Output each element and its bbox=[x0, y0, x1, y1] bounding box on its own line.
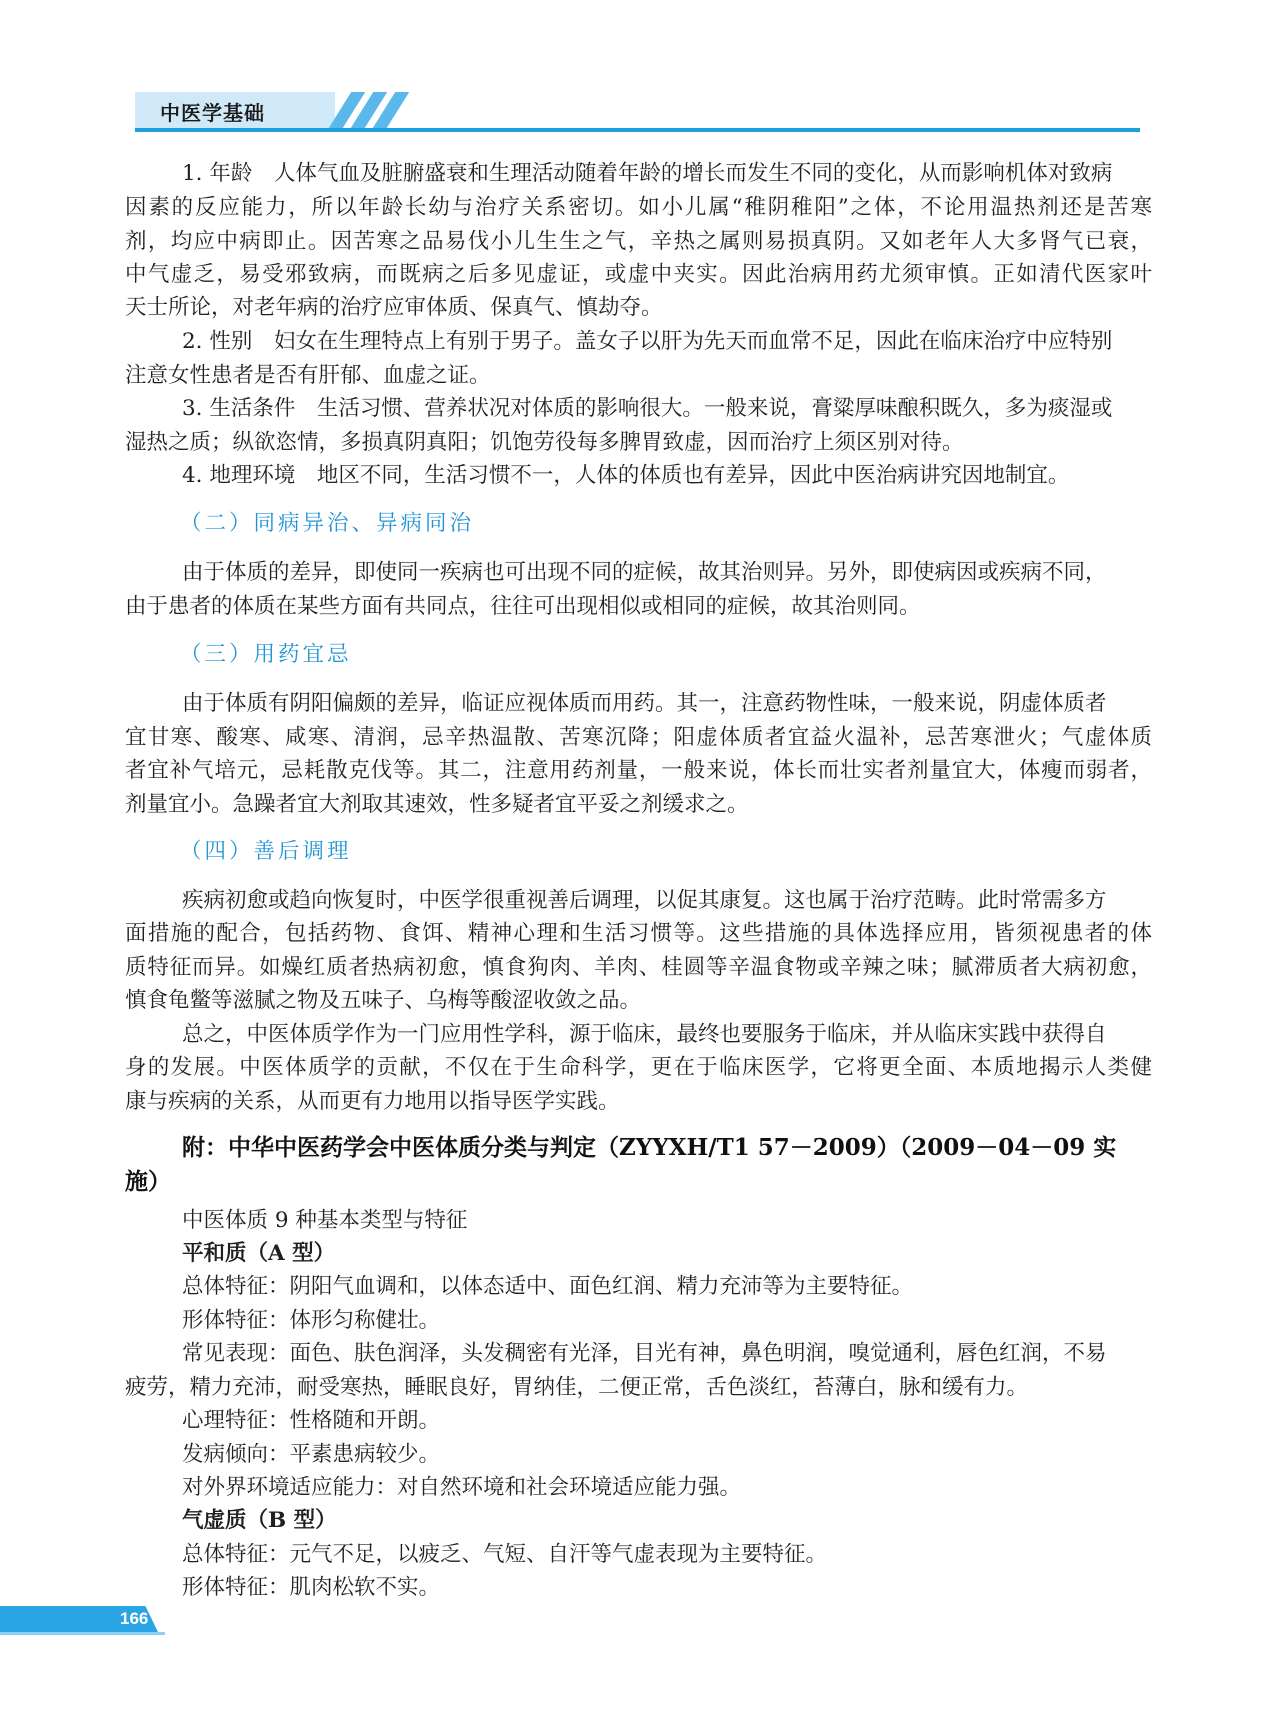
paragraph-line: 因素的反应能力，所以年龄长幼与治疗关系密切。如小儿属“稚阴稚阳”之体，不论用温热剂还是苦寒 bbox=[125, 195, 1152, 220]
paragraph-line: 形体特征：体形匀称健壮。 bbox=[182, 1308, 441, 1333]
paragraph-line: 3. 生活条件 生活习惯、营养状况对体质的影响很大。一般来说，膏粱厚味酿积既久，多为痰湿或 bbox=[182, 396, 1113, 421]
paragraph-line: 总之，中医体质学作为一门应用性学科，源于临床，最终也要服务于临床，并从临床实践中获得自 bbox=[182, 1022, 1107, 1047]
section-heading: （三）用药宜忌 bbox=[180, 642, 352, 667]
paragraph-line: 者宜补气培元，忌耗散克伐等。其二，注意用药剂量，一般来说，体长而壮实者剂量宜大，体瘦而弱者， bbox=[125, 758, 1152, 783]
header-rule bbox=[135, 128, 1140, 132]
paragraph-line: 由于体质有阴阳偏颇的差异，临证应视体质而用药。其一，注意药物性味，一般来说，阴虚体质者 bbox=[182, 691, 1107, 716]
paragraph-line: 对外界环境适应能力：对自然环境和社会环境适应能力强。 bbox=[182, 1475, 742, 1500]
paragraph-line: 总体特征：阴阳气血调和，以体态适中、面色红润、精力充沛等为主要特征。 bbox=[182, 1274, 914, 1299]
footer-rule bbox=[0, 1632, 165, 1635]
type-heading: 气虚质（B 型） bbox=[182, 1508, 337, 1533]
paragraph-line: 质特征而异。如燥红质者热病初愈，慎食狗肉、羊肉、桂圆等辛温食物或辛辣之味；腻滞质者大病初愈， bbox=[125, 955, 1152, 980]
paragraph-line: 总体特征：元气不足，以疲乏、气短、自汗等气虚表现为主要特征。 bbox=[182, 1542, 828, 1567]
paragraph-line: 2. 性别 妇女在生理特点上有别于男子。盖女子以肝为先天而血常不足，因此在临床治疗中应特别 bbox=[182, 329, 1113, 354]
paragraph-line: 4. 地理环境 地区不同，生活习惯不一，人体的体质也有差异，因此中医治病讲究因地制宜。 bbox=[182, 463, 1070, 488]
paragraph-line: 形体特征：肌肉松软不实。 bbox=[182, 1575, 441, 1600]
paragraph-line: 剂，均应中病即止。因苦寒之品易伐小儿生生之气，辛热之属则易损真阴。又如老年人大多肾气已衰， bbox=[125, 229, 1152, 254]
paragraph-line: 面措施的配合，包括药物、食饵、精神心理和生活习惯等。这些措施的具体选择应用，皆须视患者的体 bbox=[125, 921, 1152, 946]
paragraph-line: 中气虚乏，易受邪致病，而既病之后多见虚证，或虚中夹实。因此治病用药尤须审慎。正如清代医家叶 bbox=[125, 262, 1152, 287]
paragraph-line: 湿热之质；纵欲恣情，多损真阴真阳；饥饱劳役每多脾胃致虚，因而治疗上须区别对待。 bbox=[125, 430, 964, 455]
paragraph-line: 中医体质 9 种基本类型与特征 bbox=[182, 1208, 468, 1233]
paragraph-line: 身的发展。中医体质学的贡献，不仅在于生命科学，更在于临床医学，它将更全面、本质地揭示人类健 bbox=[125, 1055, 1152, 1080]
paragraph-line: 慎食龟鳖等滋腻之物及五味子、乌梅等酸涩收敛之品。 bbox=[125, 988, 642, 1013]
appendix-title: 附：中华中医药学会中医体质分类与判定（ZYYXH/T1 57－2009）（2009－04－09 实 bbox=[182, 1134, 1117, 1161]
paragraph-line: 发病倾向：平素患病较少。 bbox=[182, 1442, 441, 1467]
book-title: 中医学基础 bbox=[160, 101, 265, 125]
paragraph-line: 康与疾病的关系，从而更有力地用以指导医学实践。 bbox=[125, 1089, 620, 1114]
paragraph-line: 天士所论，对老年病的治疗应审体质、保真气、慎劫夺。 bbox=[125, 295, 663, 320]
paragraph-line: 疾病初愈或趋向恢复时，中医学很重视善后调理，以促其康复。这也属于治疗范畴。此时常需多方 bbox=[182, 888, 1107, 913]
type-heading: 平和质（A 型） bbox=[182, 1241, 336, 1266]
paragraph-line: 宜甘寒、酸寒、咸寒、清润，忌辛热温散、苦寒沉降；阳虚体质者宜益火温补，忌苦寒泄火；气虚体质 bbox=[125, 725, 1152, 750]
paragraph-line: 心理特征：性格随和开朗。 bbox=[182, 1408, 441, 1433]
appendix-title: 施） bbox=[125, 1168, 171, 1195]
paragraph-line: 由于体质的差异，即使同一疾病也可出现不同的症候，故其治则异。另外，即使病因或疾病不同， bbox=[182, 560, 1107, 585]
page-number: 166 bbox=[120, 1609, 149, 1628]
paragraph-line: 疲劳，精力充沛，耐受寒热，睡眠良好，胃纳佳，二便正常，舌色淡红，苔薄白，脉和缓有力。 bbox=[125, 1375, 1029, 1400]
paragraph-line: 由于患者的体质在某些方面有共同点，往往可出现相似或相同的症候，故其治则同。 bbox=[125, 594, 921, 619]
paragraph-line: 1. 年龄 人体气血及脏腑盛衰和生理活动随着年龄的增长而发生不同的变化，从而影响机体对致病 bbox=[182, 161, 1113, 186]
page-header bbox=[0, 0, 1275, 140]
paragraph-line: 剂量宜小。急躁者宜大剂取其速效，性多疑者宜平妥之剂缓求之。 bbox=[125, 792, 749, 817]
section-heading: （四）善后调理 bbox=[180, 839, 352, 864]
paragraph-line: 常见表现：面色、肤色润泽，头发稠密有光泽，目光有神，鼻色明润，嗅觉通利，唇色红润，不易 bbox=[182, 1341, 1107, 1366]
section-heading: （二）同病异治、异病同治 bbox=[180, 511, 475, 536]
paragraph-line: 注意女性患者是否有肝郁、血虚之证。 bbox=[125, 363, 491, 388]
